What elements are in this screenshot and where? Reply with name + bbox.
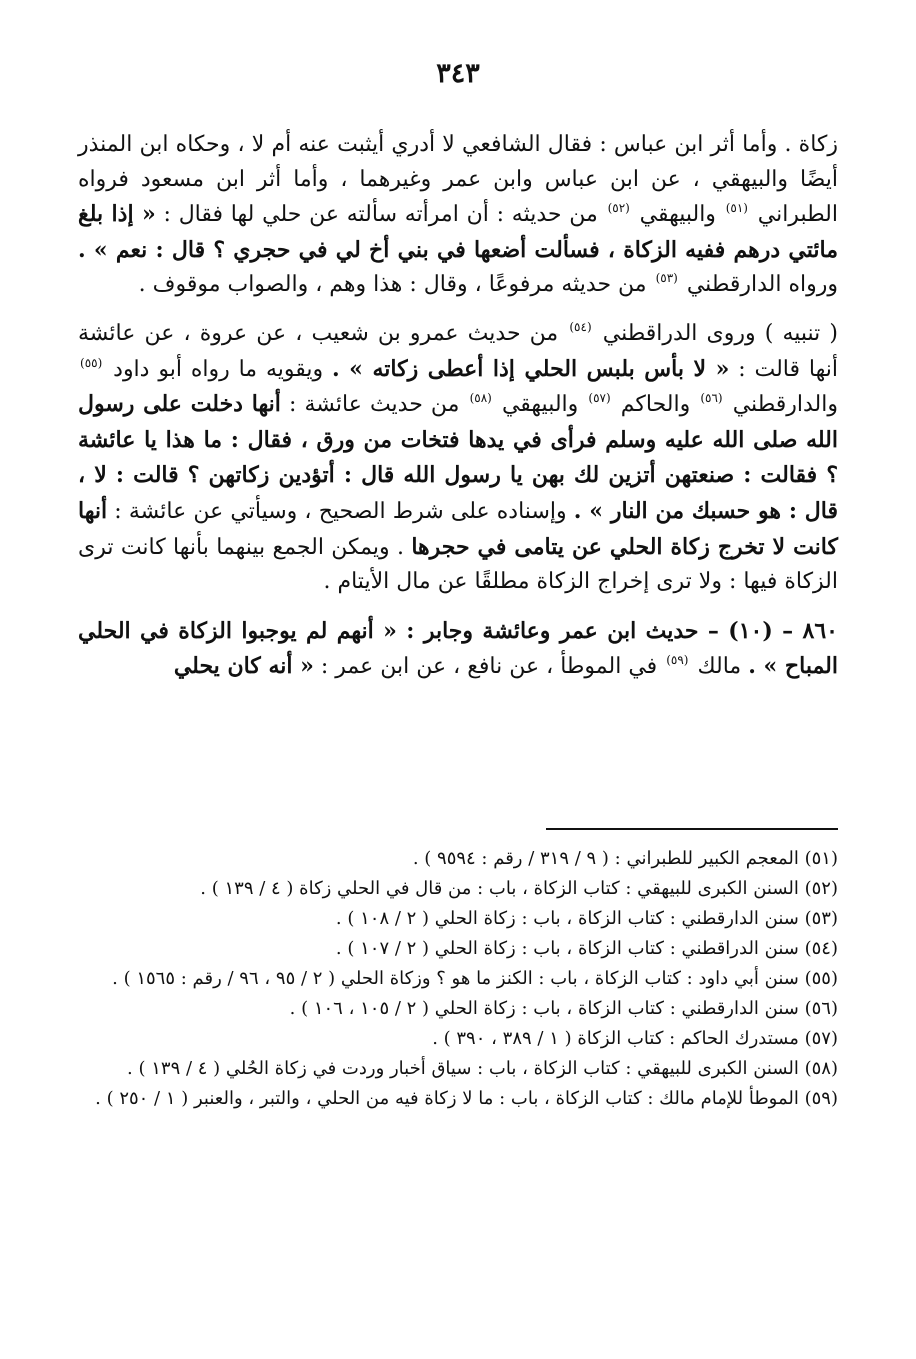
text: من حديثه مرفوعًا ، وقال : هذا وهم ، والصواب موقوف . xyxy=(138,272,647,298)
paragraph-1 xyxy=(78,128,838,303)
footnote: (٥٧) مستدرك الحاكم : كتاب الزكاة ( ١ / ٣٨٩ ، ٣٩٠ ) . xyxy=(432,1028,838,1049)
text: والبيهقي xyxy=(639,202,716,228)
text: زكاة . وأما أثر ابن عباس : فقال الشافعي لا أدري أيثبت عنه أم لا ، وحكاه ابن المنذر أيضًا والبيهقي ، عن ابن عباس وابن عمر وغيرهما ، وأما أثر ابن مسعود فرواه الطبراني xyxy=(78,132,838,228)
footnote-ref: (٥٤) xyxy=(569,319,592,334)
text: من حديث عمرو بن شعيب ، عن عروة ، عن عائشة أنها قالت : xyxy=(78,320,838,382)
text: مالك xyxy=(697,654,742,680)
main-text xyxy=(78,128,838,685)
footnote-ref: (٥٩) xyxy=(666,653,689,668)
text: . ويمكن الجمع بينهما بأنها كانت ترى الزكاة فيها : ولا ترى إخراج الزكاة مطلقًا عن مال الأيتام . xyxy=(78,534,838,595)
footnote-ref: (٥٧) xyxy=(588,391,611,406)
paragraph-3 xyxy=(78,614,838,685)
text: ( تنبيه ) وروى الدراقطني xyxy=(602,320,839,346)
text: في الموطأ ، عن نافع ، عن ابن عمر : xyxy=(320,654,658,680)
hadith-quote: « إذا بلغ مائتي درهم ففيه الزكاة ، فسألت أضعها في بني أخ لي في حجري ؟ قال : نعم » . xyxy=(78,201,838,263)
hadith-quote: أنها كانت لا تخرج زكاة الحلي عن يتامى في حجرها xyxy=(78,497,838,560)
footnote-ref: (٥١) xyxy=(725,201,748,216)
footnote: (٥٦) سنن الدارقطني : كتاب الزكاة ، باب : زكاة الحلي ( ٢ / ١٠٥ ، ١٠٦ ) . xyxy=(289,998,838,1019)
hadith-heading: ٨٦٠ – (١٠) – حديث ابن عمر وعائشة وجابر : « أنهم لم يوجبوا الزكاة في الحلي المباح » . xyxy=(78,617,838,680)
footnote-ref: (٥٨) xyxy=(469,391,492,406)
hadith-quote: « لا بأس بلبس الحلي إذا أعطى زكاته » . xyxy=(331,355,730,382)
text: ورواه الدارقطني xyxy=(686,272,838,298)
footnote: (٥١) المعجم الكبير للطبراني : ( ٩ / ٣١٩ / رقم : ٩٥٩٤ ) . xyxy=(412,848,838,869)
footnote: (٥٢) السنن الكبرى للبيهقي : كتاب الزكاة ، باب : من قال في الحلي زكاة ( ٤ / ١٣٩ ) . xyxy=(200,878,838,899)
footnote: (٥٣) سنن الدارقطني : كتاب الزكاة ، باب : زكاة الحلي ( ٢ / ١٠٨ ) . xyxy=(335,908,838,929)
footnotes xyxy=(78,844,838,1114)
footnote: (٥٥) سنن أبي داود : كتاب الزكاة ، باب : الكنز ما هو ؟ وزكاة الحلي ( ٢ / ٩٥ ، ٩٦ / رقم : ١٥٦٥ ) . xyxy=(112,968,838,989)
footnote: (٥٤) سنن الدراقطني : كتاب الزكاة ، باب : زكاة الحلي ( ٢ / ١٠٧ ) . xyxy=(335,938,838,959)
footnote: (٥٨) السنن الكبرى للبيهقي : كتاب الزكاة ، باب : سياق أخبار وردت في زكاة الحُلي ( ٤ / ١٣٩ ) . xyxy=(127,1058,838,1079)
text: من حديث عائشة : xyxy=(288,392,460,418)
page-number: ٣٤٣ xyxy=(436,58,480,89)
text: وإسناده على شرط الصحيح ، وسيأتي عن عائشة : xyxy=(114,498,567,524)
hadith-quote: أنها دخلت على رسول الله صلى الله عليه وسلم فرأى في يدها فتخات من ورق ، فقال : ما هذا يا عائشة ؟ فقالت : صنعتهن أتزين لك بهن يا رسول الله قال : أتؤدين زكاتهن ؟ قالت : لا ، قال : هو حسبك من النار » . xyxy=(78,391,839,524)
footnote-divider xyxy=(546,828,838,830)
hadith-quote: « أنه كان يحلي xyxy=(173,653,314,680)
paragraph-2 xyxy=(78,317,838,600)
text: والدارقطني xyxy=(732,392,838,418)
footnote: (٥٩) الموطأ للإمام مالك : كتاب الزكاة ، باب : ما لا زكاة فيه من الحلي ، والتبر ، والعنبر ( ١ / ٢٥٠ ) . xyxy=(95,1088,838,1109)
text: والحاكم xyxy=(620,392,691,418)
text: ويقويه ما رواه أبو داود xyxy=(113,356,324,382)
footnote-ref: (٥٣) xyxy=(655,271,678,286)
footnote-ref: (٥٥) xyxy=(80,355,103,370)
text: والبيهقي xyxy=(501,392,579,418)
footnote-ref: (٥٢) xyxy=(607,201,630,216)
text: من حديثه : أن امرأته سألته عن حلي لها فقال : xyxy=(163,202,598,228)
footnote-ref: (٥٦) xyxy=(700,391,723,406)
